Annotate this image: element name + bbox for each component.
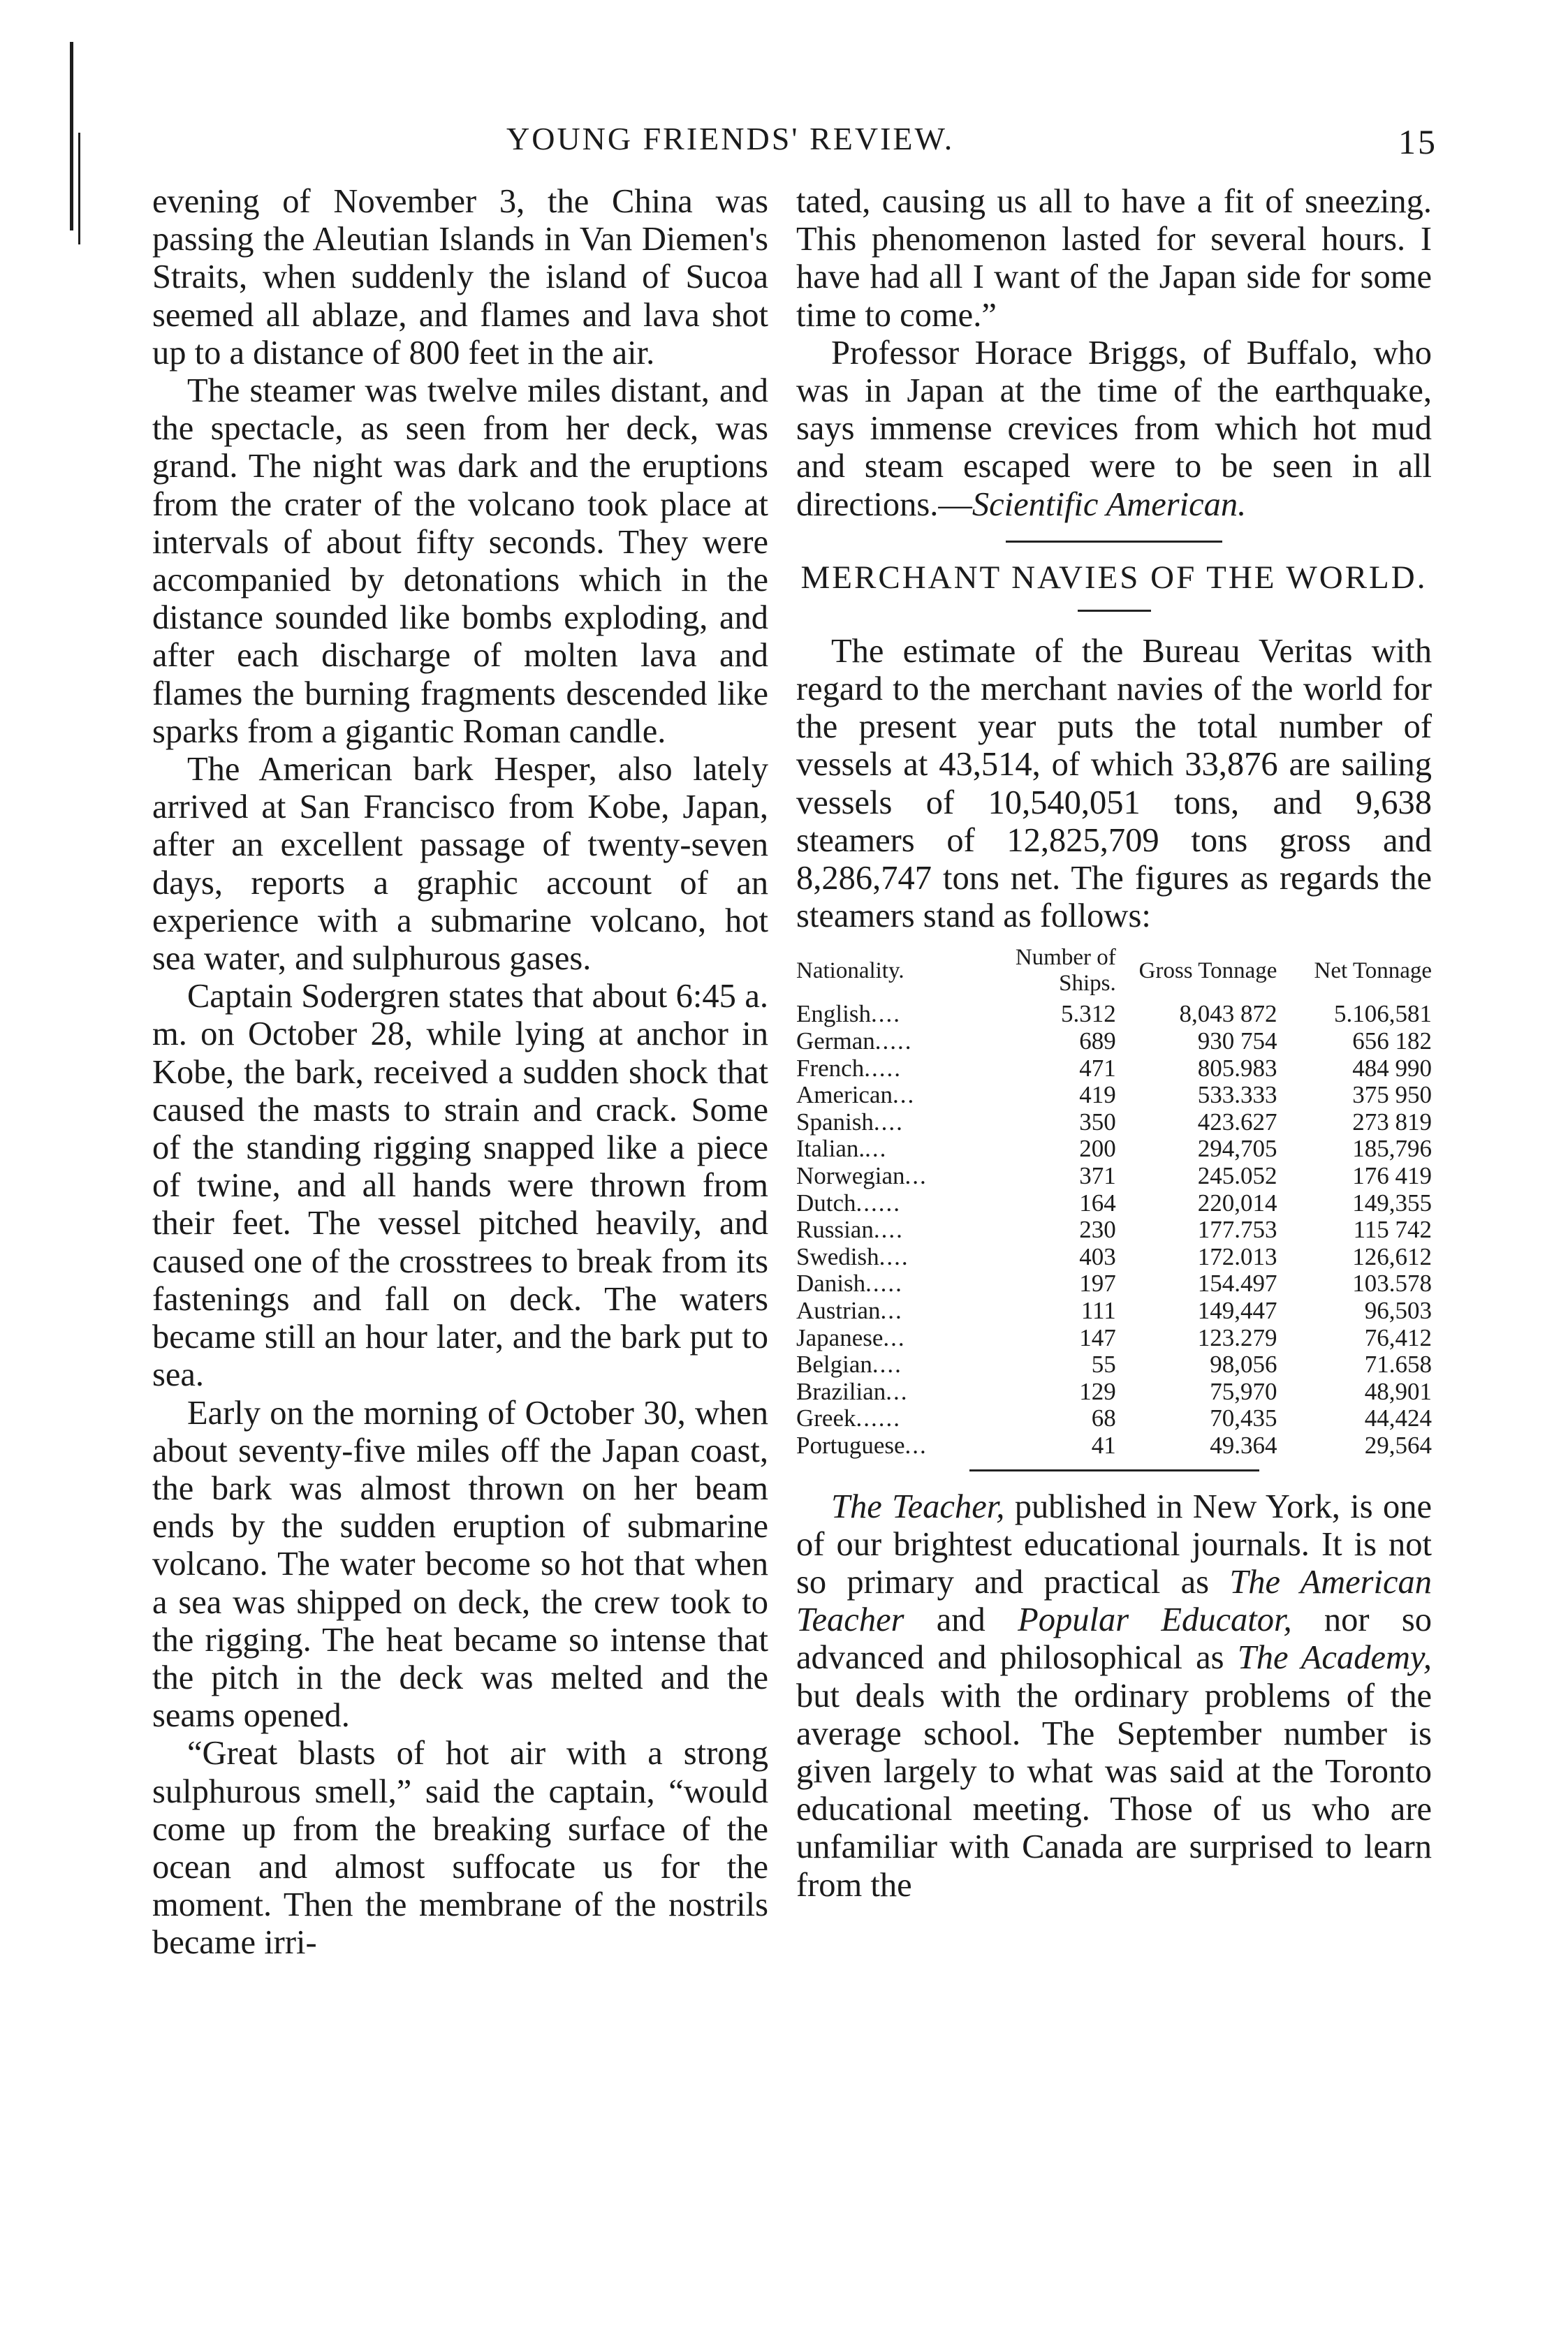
- table-row: [796, 1432, 1432, 1460]
- nationality-label: Norwegian: [796, 1162, 905, 1190]
- leader-dots: ...: [904, 1431, 928, 1459]
- paragraph: The American bark Hesper, also lately arrived at San Francisco from Kobe, Japan, after an excellent passage of twenty-seven days, reports a graphic account of an experience with a submarine volcano, hot sea water, and sulphurous gases.: [152, 751, 768, 978]
- paragraph: [796, 1488, 1432, 1904]
- table-row: [796, 1136, 1432, 1163]
- value-cell: 423.627: [1197, 1108, 1277, 1136]
- value-cell: 176 419: [1352, 1162, 1432, 1190]
- column-header: Number of Ships.: [1015, 945, 1116, 997]
- value-cell: 71.658: [1364, 1351, 1432, 1379]
- table-row: [796, 1379, 1432, 1406]
- nationality-label: Swedish: [796, 1242, 879, 1270]
- value-cell: 177.753: [1197, 1216, 1277, 1244]
- leader-dots: ....: [873, 1108, 904, 1136]
- value-cell: 484 990: [1352, 1054, 1432, 1082]
- value-cell: 5.106,581: [1334, 1000, 1432, 1028]
- value-cell: 689: [1079, 1027, 1116, 1055]
- nationality-label: Greek: [796, 1404, 856, 1432]
- value-cell: 111: [1080, 1296, 1116, 1324]
- table-row: [796, 1055, 1432, 1082]
- value-cell: 245.052: [1197, 1162, 1277, 1190]
- paragraph: tated, causing us all to have a fit of sneezing. This phenomenon lasted for several hours. I have had all I want of the Japan side for some time to come.”: [796, 183, 1432, 334]
- journal-name: Popular Educator,: [1018, 1601, 1292, 1639]
- nationality-cell: [796, 1325, 1011, 1352]
- nationality-cell: [796, 1298, 1011, 1325]
- nationality-label: Italian.: [796, 1135, 865, 1163]
- nationality-label: English: [796, 1000, 871, 1028]
- nationality-label: Belgian: [796, 1351, 872, 1379]
- nationality-cell: [796, 1082, 1011, 1109]
- value-cell: 5.312: [1060, 1000, 1116, 1028]
- value-cell: 149,447: [1197, 1296, 1277, 1324]
- briggs-text: Professor Horace Briggs, of Buffalo, who was in Japan at the time of the earthquake, says immense crevices from which hot mud and steam escaped were to be seen in all directions.—: [796, 334, 1432, 523]
- value-cell: 164: [1079, 1189, 1116, 1217]
- column-header: Nationality.: [796, 957, 904, 983]
- value-cell: 96,503: [1364, 1296, 1432, 1324]
- nationality-cell: [796, 1379, 1011, 1406]
- leader-dots: ......: [856, 1189, 902, 1217]
- table-row: [796, 1405, 1432, 1432]
- value-cell: 172.013: [1197, 1242, 1277, 1270]
- nationality-label: Portuguese: [796, 1431, 905, 1459]
- paragraph: evening of November 3, the China was passing the Aleutian Islands in Van Diemen's Straits, when suddenly the island of Sucoa seemed all ablaze, and flames and lava shot up to a distance of 800 feet in the air.: [152, 183, 768, 372]
- value-cell: 200: [1079, 1135, 1116, 1163]
- right-column: [796, 183, 1432, 1904]
- value-cell: 230: [1079, 1216, 1116, 1244]
- text-run: and: [904, 1601, 1018, 1639]
- table-row: [796, 1190, 1432, 1217]
- table-header-row: [796, 945, 1432, 1001]
- value-cell: 41: [1091, 1431, 1116, 1459]
- value-cell: 8,043 872: [1179, 1000, 1277, 1028]
- value-cell: 103.578: [1352, 1270, 1432, 1298]
- page-number: 15: [1398, 122, 1437, 161]
- value-cell: 154.497: [1197, 1270, 1277, 1298]
- column-header: Gross Tonnage: [1138, 957, 1277, 983]
- nationality-cell: [796, 1001, 1011, 1028]
- title-rule: [1078, 610, 1151, 612]
- section-divider: [969, 1469, 1259, 1471]
- margin-rule: [70, 42, 73, 230]
- paragraph: The steamer was twelve miles distant, and the spectacle, as seen from her deck, was grand. The night was dark and the eruptions from the crater of the volcano took place at intervals of about fifty seconds. They were accompanied by detonations which in the distance sounded like bombs exploding, and after each discharge of molten lava and flames the burning fragments descended like sparks from a gigantic Roman candle.: [152, 372, 768, 750]
- leader-dots: ...: [886, 1377, 909, 1405]
- margin-rule: [78, 133, 80, 244]
- value-cell: 76,412: [1364, 1323, 1432, 1351]
- section-divider: [1006, 541, 1222, 543]
- leader-dots: ....: [879, 1242, 909, 1270]
- text-run: but deals with the ordinary problems of the average school. The September number is given largely to what was said at the Toronto educational meeting. Those of us who are unfamiliar with Canada are surprised to learn from the: [796, 1677, 1432, 1904]
- leader-dots: ...: [880, 1296, 903, 1324]
- nationality-cell: [796, 1163, 1011, 1190]
- nationality-label: Dutch: [796, 1189, 856, 1217]
- leader-dots: ...: [865, 1135, 888, 1163]
- paragraph: The estimate of the Bureau Veritas with regard to the merchant navies of the world for the present year puts the total number of vessels at 43,514, of which 33,876 are sailing vessels of 10,540,051 tons, and 9,638 steamers of 12,825,709 tons gross and 8,286,747 tons net. The figures as regards the steamers stand as follows:: [796, 632, 1432, 935]
- nationality-cell: [796, 1351, 1011, 1379]
- nationality-label: Brazilian: [796, 1377, 886, 1405]
- value-cell: 375 950: [1352, 1081, 1432, 1109]
- leader-dots: ...: [904, 1162, 928, 1190]
- text-run: published in New York, is one of our brightest educational journals. It is not so primary and practical as: [796, 1488, 1432, 1601]
- nationality-cell: [796, 1217, 1011, 1244]
- value-cell: 197: [1079, 1270, 1116, 1298]
- value-cell: 220,014: [1197, 1189, 1277, 1217]
- journal-name: The Academy,: [1237, 1639, 1432, 1677]
- nationality-label: Spanish: [796, 1108, 874, 1136]
- nationality-cell: [796, 1028, 1011, 1055]
- value-cell: 29,564: [1364, 1431, 1432, 1459]
- nationality-cell: [796, 1244, 1011, 1271]
- leader-dots: .....: [865, 1270, 903, 1298]
- value-cell: 656 182: [1352, 1027, 1432, 1055]
- value-cell: 419: [1079, 1081, 1116, 1109]
- value-cell: 149,355: [1352, 1189, 1432, 1217]
- table-row: [796, 1325, 1432, 1352]
- nationality-cell: [796, 1432, 1011, 1460]
- value-cell: 44,424: [1364, 1404, 1432, 1432]
- value-cell: 126,612: [1352, 1242, 1432, 1270]
- leader-dots: ......: [856, 1404, 902, 1432]
- paragraph: [796, 335, 1432, 524]
- value-cell: 49.364: [1210, 1431, 1277, 1459]
- value-cell: 471: [1079, 1054, 1116, 1082]
- table-row: [796, 1270, 1432, 1298]
- article-title: MERCHANT NAVIES OF THE WORLD.: [800, 559, 1428, 596]
- value-cell: 115 742: [1353, 1216, 1432, 1244]
- value-cell: 273 819: [1352, 1108, 1432, 1136]
- leader-dots: .....: [874, 1027, 913, 1055]
- table-body: [796, 1001, 1432, 1459]
- value-cell: 403: [1079, 1242, 1116, 1270]
- paragraph: “Great blasts of hot air with a strong sulphurous smell,” said the captain, “would come up from the breaking surface of the ocean and almost suffocate us for the moment. Then the membrane of the nostrils became irri-: [152, 1735, 768, 1962]
- value-cell: 55: [1091, 1351, 1116, 1379]
- journal-title: YOUNG FRIENDS' REVIEW.: [506, 121, 955, 156]
- nationality-label: Austrian: [796, 1296, 881, 1324]
- value-cell: 930 754: [1197, 1027, 1277, 1055]
- table-row: [796, 1298, 1432, 1325]
- table-row: [796, 1217, 1432, 1244]
- value-cell: 533.333: [1197, 1081, 1277, 1109]
- nationality-cell: [796, 1190, 1011, 1217]
- value-cell: 185,796: [1352, 1135, 1432, 1163]
- nationality-cell: [796, 1270, 1011, 1298]
- value-cell: 75,970: [1210, 1377, 1277, 1405]
- value-cell: 68: [1091, 1404, 1116, 1432]
- journal-name: The American Teacher: [796, 1563, 1432, 1639]
- journal-name: The Teacher,: [831, 1488, 1005, 1525]
- table-row: [796, 1082, 1432, 1109]
- value-cell: 805.983: [1197, 1054, 1277, 1082]
- source-citation: Scientific American.: [972, 485, 1247, 523]
- value-cell: 123.279: [1197, 1323, 1277, 1351]
- table-row: [796, 1351, 1432, 1379]
- running-header: [489, 120, 1467, 176]
- nationality-label: Japanese: [796, 1323, 884, 1351]
- value-cell: 48,901: [1364, 1377, 1432, 1405]
- leader-dots: ...: [892, 1081, 916, 1109]
- steamer-table: [796, 945, 1432, 1459]
- nationality-label: Russian: [796, 1216, 874, 1244]
- value-cell: 98,056: [1210, 1351, 1277, 1379]
- nationality-label: Danish: [796, 1270, 866, 1298]
- leader-dots: ....: [870, 1000, 901, 1028]
- nationality-cell: [796, 1136, 1011, 1163]
- table-row: [796, 1028, 1432, 1055]
- nationality-cell: [796, 1405, 1011, 1432]
- paragraph: Captain Sodergren states that about 6:45 a. m. on October 28, while lying at anchor in Kobe, the bark, received a sudden shock that caused the masts to strain and crack. Some of the standing rigging snapped like a piece of twine, and all hands were thrown from their feet. The vessel pitched heavily, and caused one of the crosstrees to break from its fastenings and fall on deck. The waters became still an hour later, and the bark put to sea.: [152, 978, 768, 1394]
- table-row: [796, 1001, 1432, 1028]
- table-row: [796, 1244, 1432, 1271]
- table-row: [796, 1109, 1432, 1136]
- nationality-label: French: [796, 1054, 865, 1082]
- leader-dots: ....: [872, 1351, 902, 1379]
- nationality-cell: [796, 1109, 1011, 1136]
- leader-dots: ...: [883, 1323, 906, 1351]
- value-cell: 129: [1079, 1377, 1116, 1405]
- leader-dots: ....: [873, 1216, 904, 1244]
- column-header: Net Tonnage: [1314, 957, 1432, 983]
- value-cell: 371: [1079, 1162, 1116, 1190]
- left-column: [152, 183, 768, 1962]
- value-cell: 147: [1079, 1323, 1116, 1351]
- value-cell: 70,435: [1210, 1404, 1277, 1432]
- value-cell: 294,705: [1197, 1135, 1277, 1163]
- value-cell: 350: [1079, 1108, 1116, 1136]
- table-row: [796, 1163, 1432, 1190]
- nationality-label: German: [796, 1027, 875, 1055]
- nationality-label: American: [796, 1081, 893, 1109]
- paragraph: Early on the morning of October 30, when about seventy-five miles off the Japan coast, the bark was almost thrown on her beam ends by the sudden eruption of submarine volcano. The water become so hot that when a sea was shipped on deck, the crew took to the rigging. The heat became so intense that the pitch in the deck was melted and the seams opened.: [152, 1394, 768, 1735]
- leader-dots: .....: [864, 1054, 902, 1082]
- nationality-cell: [796, 1055, 1011, 1082]
- text-run: nor so advanced and philosophical as: [796, 1601, 1433, 1677]
